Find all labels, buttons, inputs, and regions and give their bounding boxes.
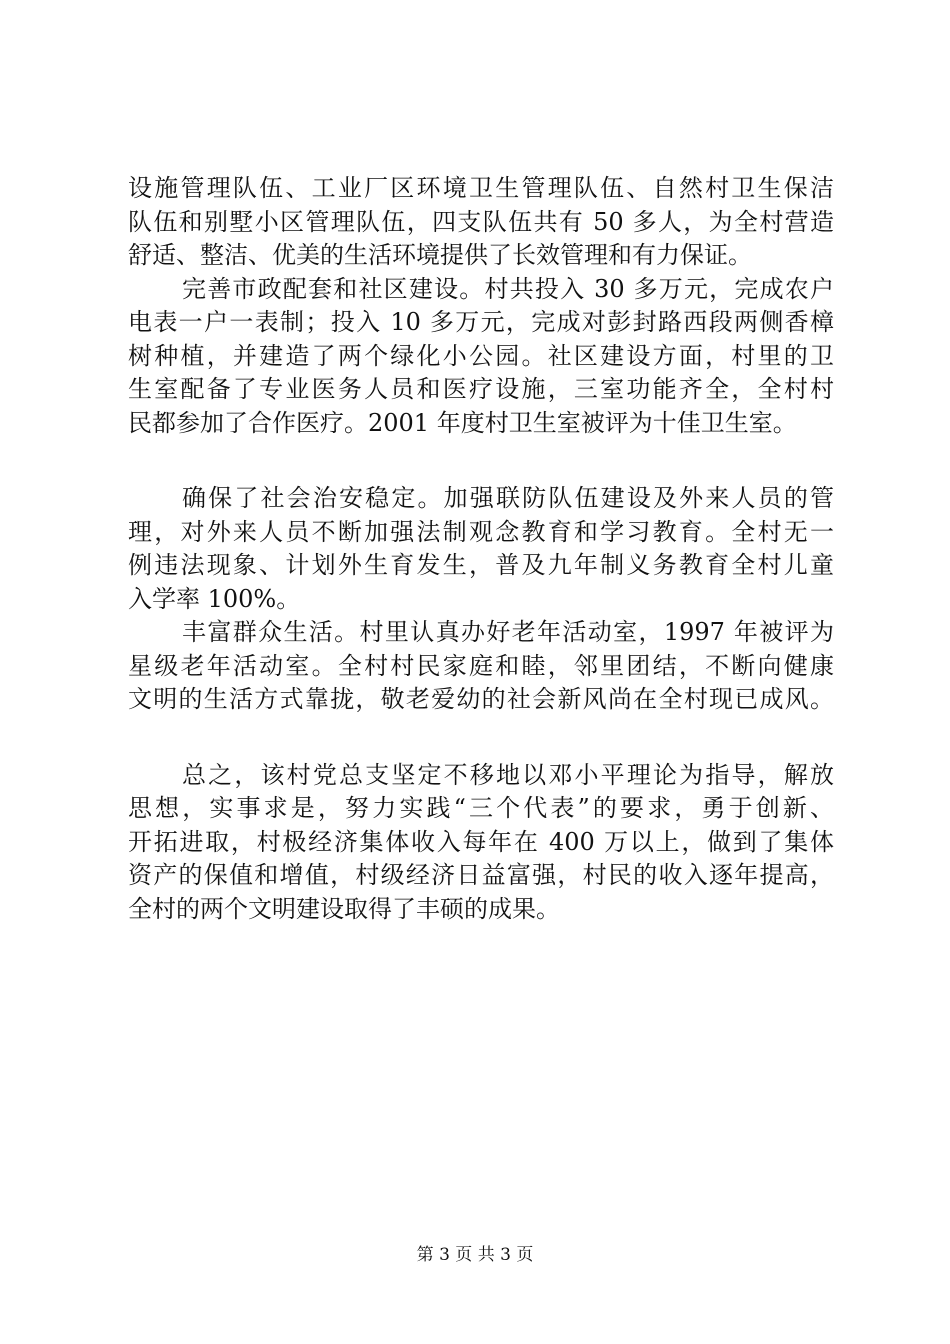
text-line: 入学率 100%。 (128, 584, 301, 613)
text-line: 确保了社会治安稳定。加强联防队伍建设及外来人员的管 (182, 484, 834, 512)
text-line: 星级老年活动室。全村村民家庭和睦，邻里团结，不断向健康 (128, 651, 834, 680)
text-line: 开拓进取，村极经济集体收入每年在 400 万以上，做到了集体 (128, 827, 834, 856)
document-body (128, 172, 834, 926)
text-line: 理，对外来人员不断加强法制观念教育和学习教育。全村无一 (128, 517, 834, 546)
paragraph-municipal-community (128, 273, 834, 441)
text-line: 设施管理队伍、工业厂区环境卫生管理队伍、自然村卫生保洁 (128, 174, 834, 202)
page-number-footer: 第 3 页 共 3 页 (416, 1245, 534, 1265)
text-line: 民都参加了合作医疗。2001 年度村卫生室被评为十佳卫生室。 (128, 408, 797, 437)
text-line: 资产的保值和增值，村级经济日益富强，村民的收入逐年提高， (128, 861, 834, 889)
paragraph-spacer (128, 717, 834, 759)
text-line: 文明的生活方式靠拢，敬老爱幼的社会新风尚在全村现已成风。 (128, 685, 834, 713)
paragraph-summary (128, 759, 834, 927)
text-line: 例违法现象、计划外生育发生，普及九年制义务教育全村儿童 (128, 551, 834, 579)
paragraph-public-security (128, 482, 834, 616)
text-line: 丰富群众生活。村里认真办好老年活动室，1997 年被评为 (182, 618, 834, 646)
paragraph-facility-teams (128, 172, 834, 273)
text-line: 完善市政配套和社区建设。村共投入 30 多万元，完成农户 (182, 274, 834, 303)
paragraph-spacer (128, 440, 834, 482)
text-line: 队伍和别墅小区管理队伍，四支队伍共有 50 多人，为全村营造 (128, 207, 834, 236)
paragraph-community-life (128, 616, 834, 717)
text-line: 总之，该村党总支坚定不移地以邓小平理论为指导，解放 (182, 760, 834, 789)
text-line: 思想，实事求是，努力实践“三个代表”的要求，勇于创新、 (128, 794, 834, 822)
text-line: 电表一户一表制；投入 10 多万元，完成对彭封路西段两侧香樟 (128, 308, 834, 336)
text-line: 生室配备了专业医务人员和医疗设施，三室功能齐全，全村村 (128, 375, 834, 403)
text-line: 全村的两个文明建设取得了丰硕的成果。 (128, 894, 560, 923)
text-line: 舒适、整洁、优美的生活环境提供了长效管理和有力保证。 (128, 241, 752, 269)
text-line: 树种植，并建造了两个绿化小公园。社区建设方面，村里的卫 (128, 341, 834, 370)
